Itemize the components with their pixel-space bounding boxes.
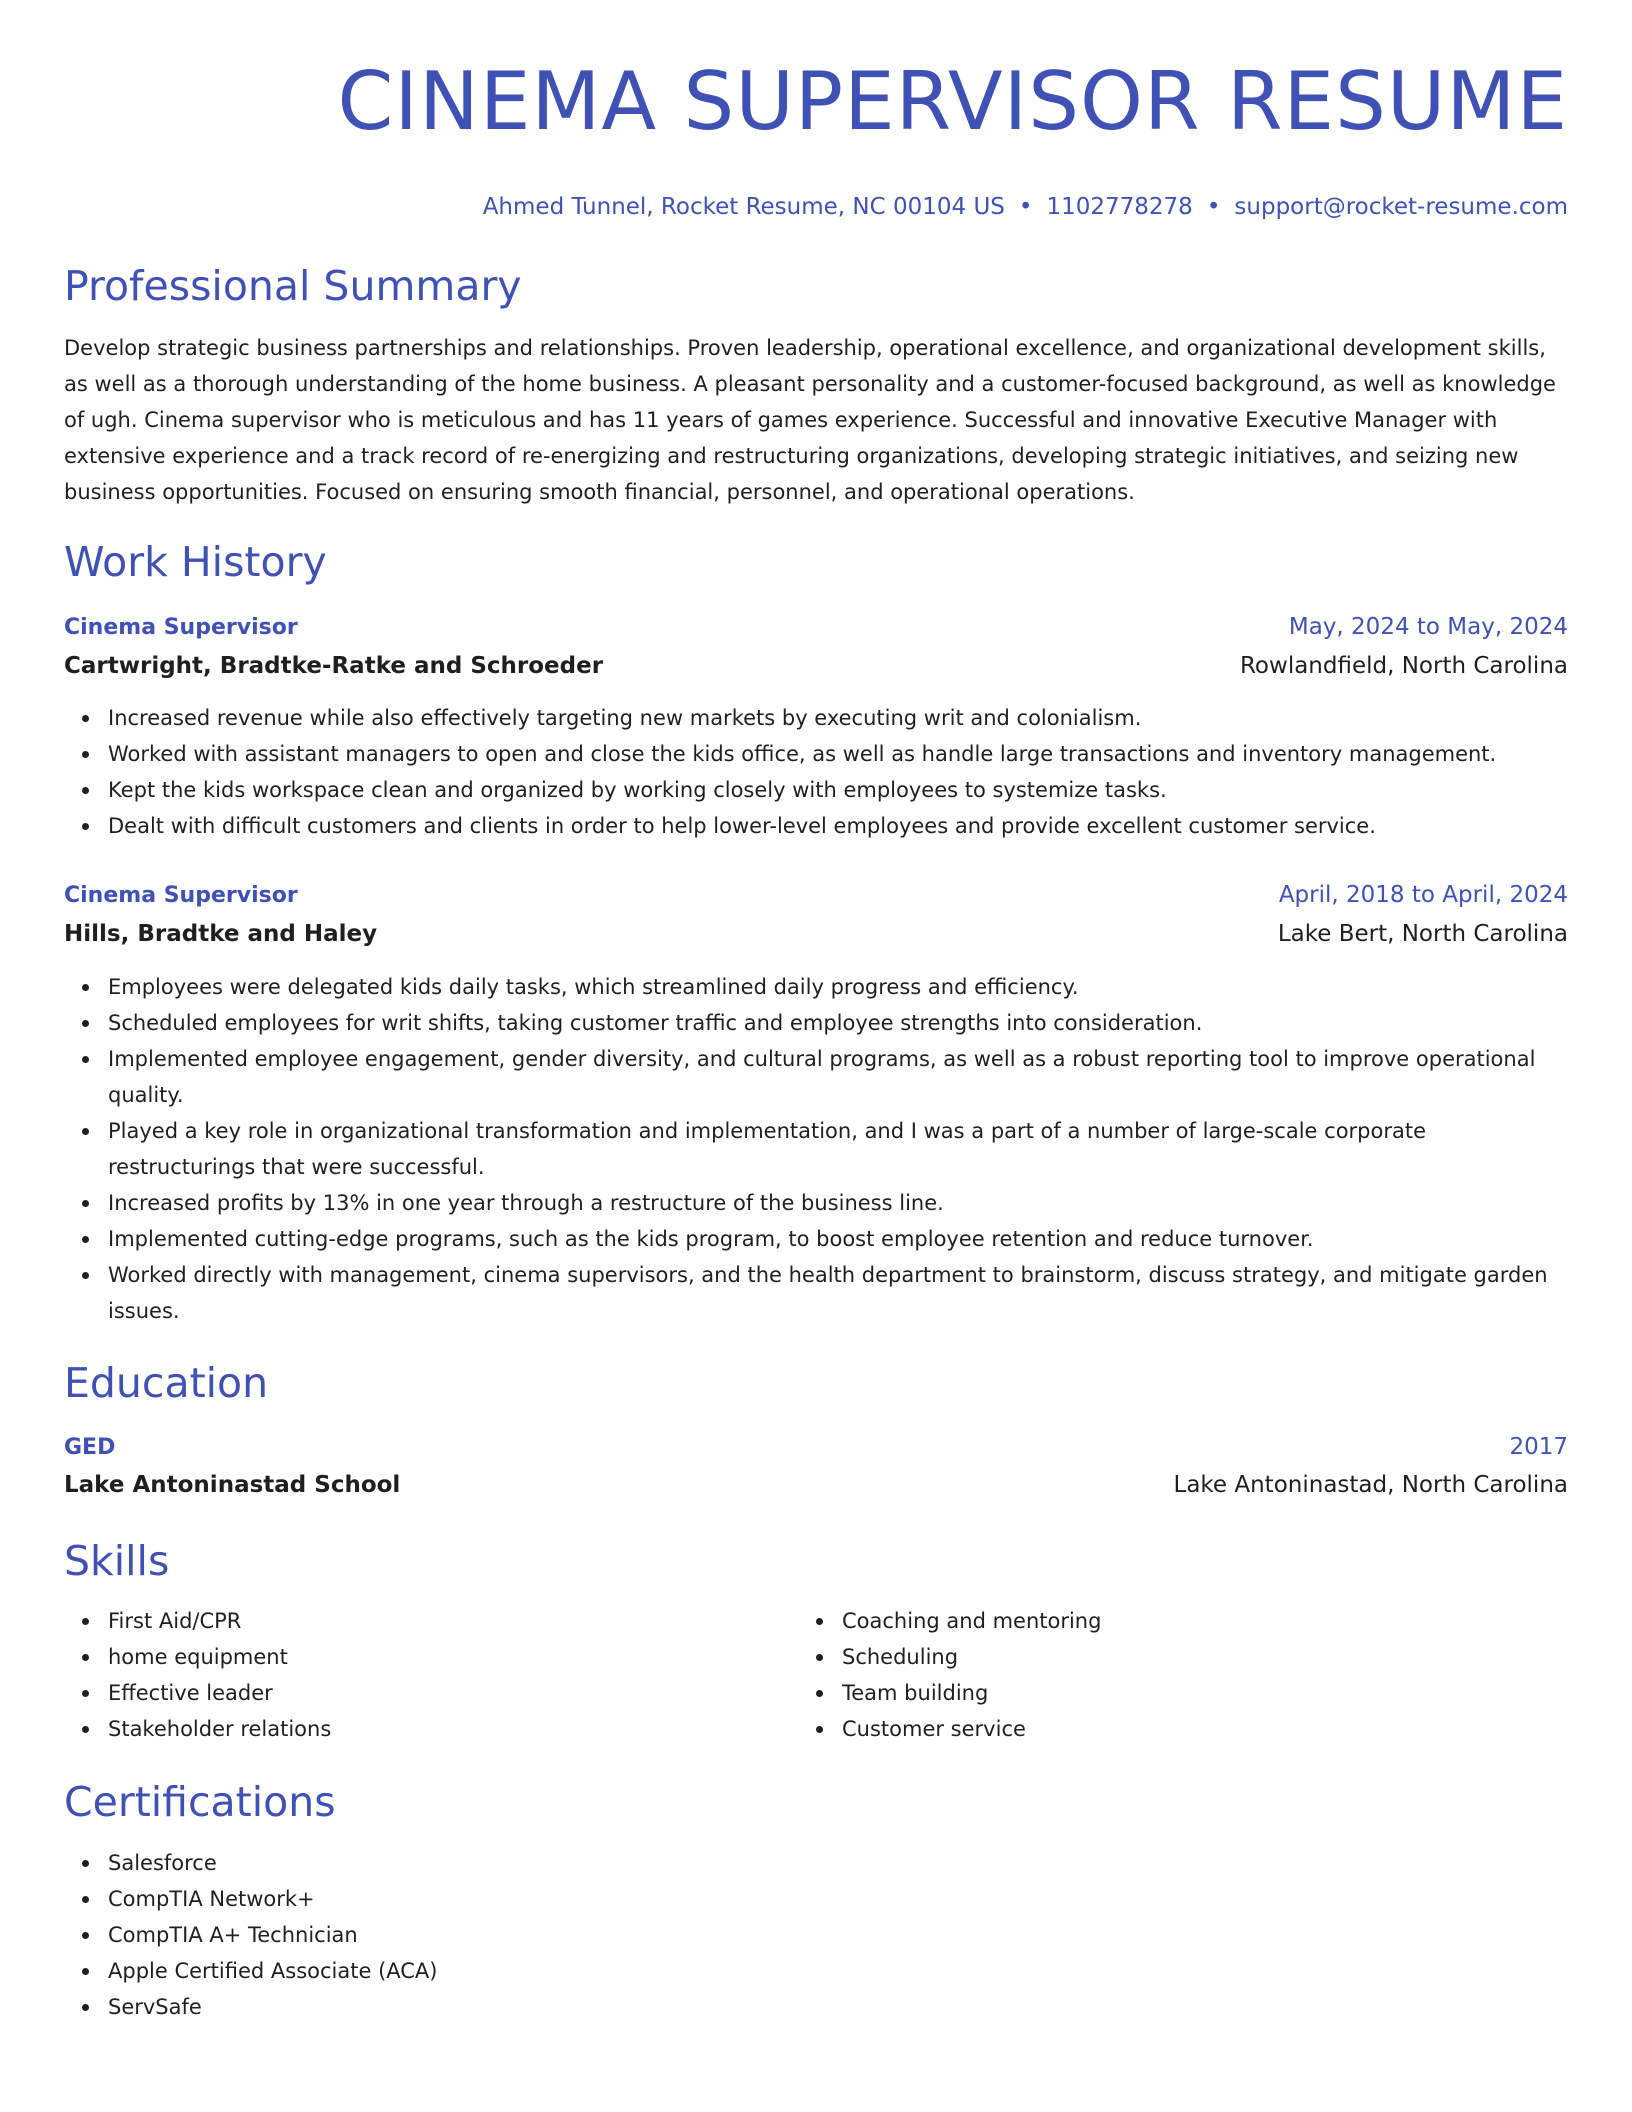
contact-separator: • (1206, 194, 1221, 220)
certification-item: CompTIA A+ Technician (108, 1917, 1568, 1953)
summary-text: Develop strategic business partnerships and relationships. Proven leadership, operational excellence, and organizational development skills, as well as a thorough understanding of the home business. A pleasant personality and a customer-focused background, as well as knowledge of ugh. Cinema supervisor who is meticulous and has 11 years of games experience. Successful and innovative Executive Manager with extensive experience and a track record of re-energizing and restructuring organizations, developing strategic initiatives, and seizing new business opportunities. Focused on ensuring smooth financial, personnel, and operational operations. (64, 336, 1556, 504)
certification-item: CompTIA Network+ (108, 1881, 1568, 1917)
list-item: Scheduled employees for writ shifts, taking customer traffic and employee strengths into consideration. (108, 1005, 1568, 1041)
school-location: Lake Antoninastad, North Carolina (1173, 1472, 1568, 1498)
job-header (64, 876, 1568, 914)
education-subheader (64, 1466, 1568, 1504)
education-header (64, 1428, 1568, 1466)
skill-item: Customer service (842, 1711, 1498, 1747)
job-bullets (64, 700, 1568, 844)
skills-list-left (64, 1603, 764, 1747)
job-subheader (64, 647, 1568, 685)
list-item: Played a key role in organizational transformation and implementation, and I was a part of a number of large-scale corporate restructurings that were successful. (108, 1113, 1568, 1185)
job-title: Cinema Supervisor (64, 614, 298, 640)
certifications-list (64, 1845, 1568, 2025)
skills-list-right (798, 1603, 1498, 1747)
list-item: Worked with assistant managers to open and close the kids office, as well as handle large transactions and inventory management. (108, 736, 1568, 772)
job-title: Cinema Supervisor (64, 882, 298, 908)
job-dates: May, 2024 to May, 2024 (1288, 614, 1568, 640)
job-location: Lake Bert, North Carolina (1277, 921, 1568, 947)
list-item: Dealt with difficult customers and clients in order to help lower-level employees and provide excellent customer service. (108, 808, 1568, 844)
summary-heading: Professional Summary (64, 262, 522, 310)
contact-email[interactable]: support@rocket-resume.com (1234, 194, 1568, 220)
skill-item: Scheduling (842, 1639, 1498, 1675)
education-year: 2017 (1509, 1434, 1568, 1460)
skill-item: Stakeholder relations (108, 1711, 764, 1747)
list-item: Increased revenue while also effectively targeting new markets by executing writ and colonialism. (108, 700, 1568, 736)
job-bullets (64, 969, 1568, 1329)
list-item: Implemented cutting-edge programs, such as the kids program, to boost employee retention and reduce turnover. (108, 1221, 1568, 1257)
certification-item: Salesforce (108, 1845, 1568, 1881)
list-item: Kept the kids workspace clean and organized by working closely with employees to systemize tasks. (108, 772, 1568, 808)
contact-phone: 1102778278 (1046, 194, 1193, 220)
certification-item: ServSafe (108, 1989, 1568, 2025)
list-item: Implemented employee engagement, gender diversity, and cultural programs, as well as a robust reporting tool to improve operational quality. (108, 1041, 1568, 1113)
skill-item: Coaching and mentoring (842, 1603, 1498, 1639)
skill-item: Team building (842, 1675, 1498, 1711)
degree: GED (64, 1434, 116, 1460)
contact-separator: • (1018, 194, 1033, 220)
school-name: Lake Antoninastad School (64, 1472, 401, 1498)
job-subheader (64, 915, 1568, 953)
education-heading: Education (64, 1359, 269, 1407)
job-location: Rowlandfield, North Carolina (1239, 653, 1568, 679)
skill-item: Effective leader (108, 1675, 764, 1711)
list-item: Worked directly with management, cinema supervisors, and the health department to brainstorm, discuss strategy, and mitigate garden issues. (108, 1257, 1568, 1329)
job-dates: April, 2018 to April, 2024 (1278, 882, 1568, 908)
job-employer: Hills, Bradtke and Haley (64, 921, 378, 947)
job-header (64, 608, 1568, 646)
certification-item: Apple Certified Associate (ACA) (108, 1953, 1568, 1989)
resume-title: CINEMA SUPERVISOR RESUME (337, 55, 1568, 148)
skills-heading: Skills (64, 1537, 170, 1585)
job-employer: Cartwright, Bradtke-Ratke and Schroeder (64, 653, 604, 679)
contact-line (483, 182, 1568, 232)
skill-item: home equipment (108, 1639, 764, 1675)
list-item: Increased profits by 13% in one year through a restructure of the business line. (108, 1185, 1568, 1221)
list-item: Employees were delegated kids daily tasks, which streamlined daily progress and efficiency. (108, 969, 1568, 1005)
skill-item: First Aid/CPR (108, 1603, 764, 1639)
certifications-heading: Certifications (64, 1778, 336, 1826)
contact-address: Ahmed Tunnel, Rocket Resume, NC 00104 US (482, 194, 1005, 220)
work-history-heading: Work History (64, 538, 327, 586)
